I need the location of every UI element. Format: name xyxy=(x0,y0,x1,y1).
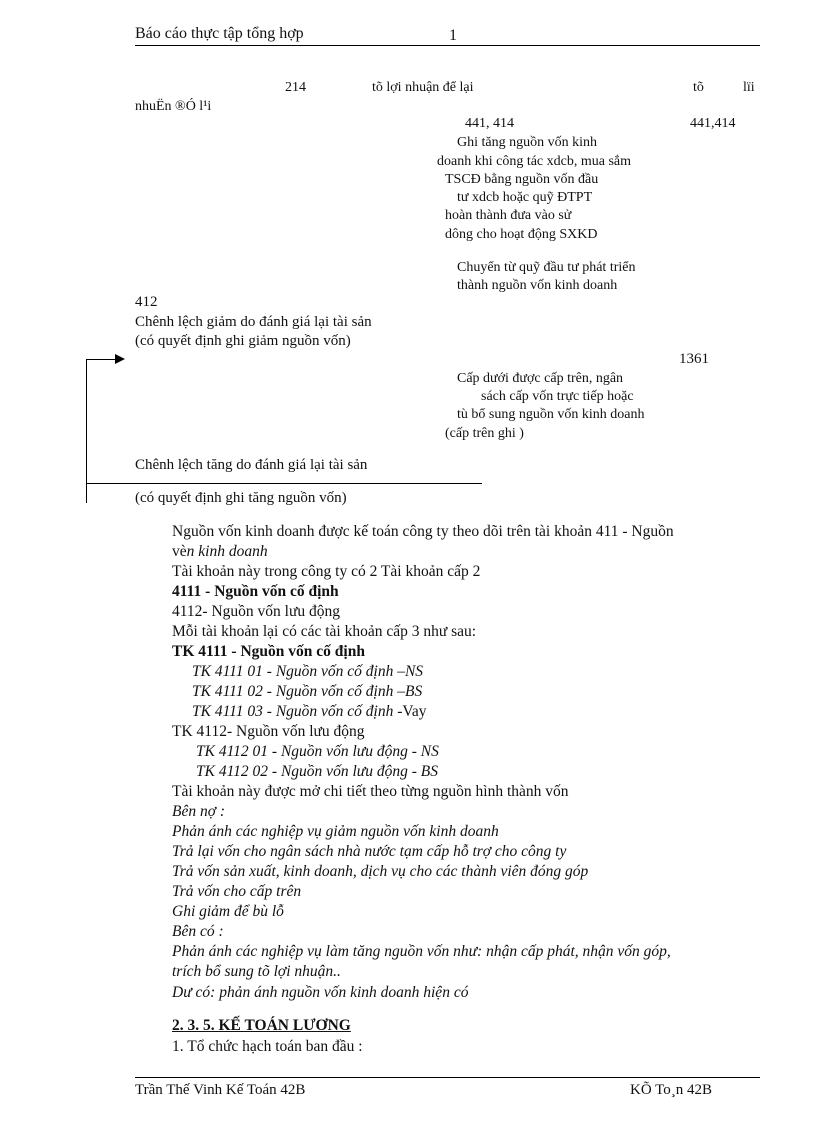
account-441-414-right: 441,414 xyxy=(690,116,736,131)
decrease-line-1: Chênh lệch giảm do đánh giá lại tài sản xyxy=(135,314,372,330)
tk-4111-03-plain: Vay xyxy=(402,703,427,720)
tk-4111-heading: TK 4111 - Nguồn vốn cố định xyxy=(172,643,365,660)
subsection-title: 1. Tổ chức hạch toán ban đầu : xyxy=(172,1038,363,1055)
debit-item: Ghi giảm để bù lỗ xyxy=(172,903,284,920)
allocation-note-line: Cấp dưới được cấp trên, ngân xyxy=(457,371,624,386)
credit-line-2: trích bổ sung tõ lợi nhuận.. xyxy=(172,963,341,980)
credit-line-1: Phản ánh các nghiệp vụ làm tăng nguồn vốn như: nhận cấp phát, nhận vốn góp, xyxy=(172,943,671,960)
detail-line: Tài khoản này được mở chi tiết theo từng nguồn hình thành vốn xyxy=(172,783,569,800)
footer-right: KÕ To¸n 42B xyxy=(630,1082,713,1098)
footer-author: Trần Thế Vinh Kế Toán 42B xyxy=(135,1082,306,1098)
page-number: 1 xyxy=(449,27,457,44)
intro-line: Nguồn vốn kinh doanh được kế toán công ty theo dõi trên tài khoản 411 - Nguồn xyxy=(172,523,674,540)
transfer-note-line: thành nguồn vốn kinh doanh xyxy=(457,278,618,293)
allocation-note-line: (cấp trên ghi ) xyxy=(445,426,524,441)
account-4112: 4112- Nguồn vốn lưu động xyxy=(172,603,340,620)
increase-line-1: Chênh lệch tăng do đánh giá lại tài sản xyxy=(135,457,368,473)
arrow-vertical-line xyxy=(86,359,87,503)
allocation-note-line: tù bổ sung nguồn vốn kinh doanh xyxy=(457,407,645,422)
arrow-horizontal-line xyxy=(86,359,116,360)
section-heading: 2. 3. 5. KẾ TOÁN LƯƠNG xyxy=(172,1017,351,1034)
tk-4112-heading: TK 4112- Nguồn vốn lưu động xyxy=(172,723,365,740)
intro-italic: n kinh doanh xyxy=(186,543,268,560)
capital-note-line: dông cho hoạt động SXKD xyxy=(445,227,598,242)
capital-note-line: hoàn thành đưa vào sử xyxy=(445,208,572,223)
level3-intro: Mỗi tài khoản lại có các tài khoản cấp 3 như sau: xyxy=(172,623,477,640)
tk-4112-02: TK 4112 02 - Nguồn vốn lưu động - BS xyxy=(196,763,438,780)
sub-accounts-line: Tài khoản này trong công ty có 2 Tài khoản cấp 2 xyxy=(172,563,481,580)
intro-line-continued xyxy=(172,542,268,562)
debit-item: Trả vốn cho cấp trên xyxy=(172,883,302,900)
right-to-label: tõ xyxy=(693,80,704,95)
tk-4111-03 xyxy=(192,702,427,722)
decrease-line-2: (có quyết định ghi giảm nguồn vốn) xyxy=(135,333,351,349)
debit-item: Trả lại vốn cho ngân sách nhà nước tạm cấp hỗ trợ cho công ty xyxy=(172,843,567,860)
allocation-note-line: sách cấp vốn trực tiếp hoặc xyxy=(481,389,634,404)
debit-item: Trả vốn sản xuất, kinh doanh, dịch vụ cho các thành viên đóng góp xyxy=(172,863,589,880)
debit-item: Phản ánh các nghiệp vụ giảm nguồn vốn kinh doanh xyxy=(172,823,499,840)
nhuan-text: nhuËn ®Ó l¹i xyxy=(135,99,212,114)
account-4111: 4111 - Nguồn vốn cố định xyxy=(172,583,339,600)
credit-title: Bên có : xyxy=(172,923,224,940)
arrow-right-icon xyxy=(115,354,127,364)
tk-4112-01: TK 4112 01 - Nguồn vốn lưu động - NS xyxy=(196,743,439,760)
debit-title: Bên nợ : xyxy=(172,803,226,820)
footer-rule xyxy=(135,1077,760,1078)
tk-4111-03-italic: TK 4111 03 - Nguồn vốn cố định - xyxy=(192,703,403,720)
intro-plain: vè xyxy=(172,543,187,560)
right-lii-label: lïi xyxy=(743,80,755,95)
capital-note-line: doanh khi công tác xdcb, mua sắm xyxy=(437,154,632,169)
header-title: Báo cáo thực tập tổng hợp xyxy=(135,25,304,42)
balance-line: Dư có: phản ánh nguồn vốn kinh doanh hiện có xyxy=(172,984,469,1001)
account-441-414-left: 441, 414 xyxy=(465,116,514,131)
account-214: 214 xyxy=(285,80,306,95)
retained-profit-label: tõ lợi nhuận để lại xyxy=(372,80,474,95)
capital-note-line: tư xdcb hoặc quỹ ĐTPT xyxy=(457,190,593,205)
increase-line-2: (có quyết định ghi tăng nguồn vốn) xyxy=(135,490,347,506)
capital-note-line: Ghi tăng nguồn vốn kinh xyxy=(457,135,597,150)
account-412: 412 xyxy=(135,294,158,310)
tk-4111-02: TK 4111 02 - Nguồn vốn cố định –BS xyxy=(192,683,423,700)
header-rule xyxy=(135,45,760,46)
tk-4111-01: TK 4111 01 - Nguồn vốn cố định –NS xyxy=(192,663,424,680)
diagram-bottom-line xyxy=(86,483,482,484)
capital-note-line: TSCĐ bằng nguồn vốn đầu xyxy=(445,172,599,187)
transfer-note-line: Chuyển từ quỹ đầu tư phát triển xyxy=(457,260,636,275)
account-1361: 1361 xyxy=(679,351,709,367)
